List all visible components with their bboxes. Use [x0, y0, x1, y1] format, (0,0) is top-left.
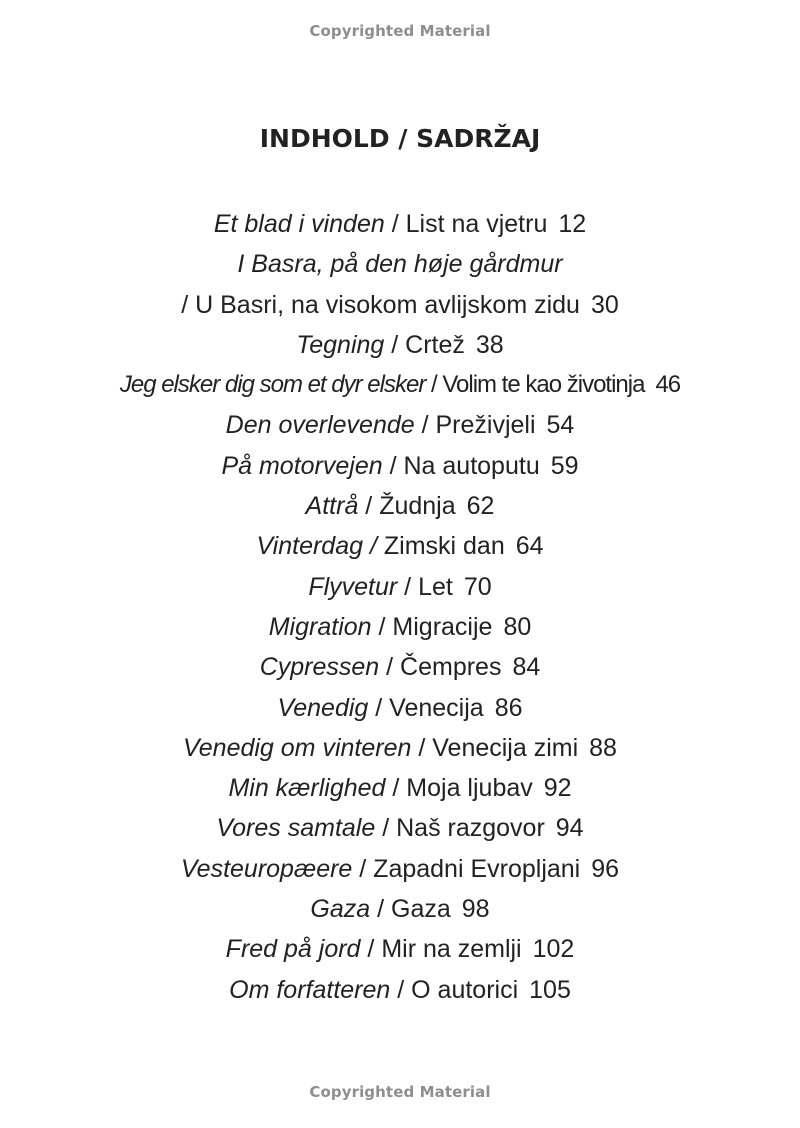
toc-entry-bosnian-title: Gaza [391, 895, 451, 924]
toc-entry-page: 46 [655, 371, 681, 399]
toc-entry-bosnian-title: Preživjeli [435, 411, 536, 440]
toc-entry-danish-title: Min kærlighed [228, 774, 386, 803]
toc-entry: Venedig om vinteren / Venecija zimi 88 [183, 733, 617, 762]
toc-entry: / U Basri, na visokom avlijskom zidu 30 [181, 290, 619, 319]
toc-entry-danish-title: I Basra, på den høje gårdmur [237, 250, 563, 279]
toc-entry: Min kærlighed / Moja ljubav 92 [228, 774, 572, 803]
toc-entry-bosnian-title: Mir na zemlji [381, 935, 522, 964]
toc-entry-danish-title: Cypressen [259, 653, 380, 682]
toc-entry-danish-title: Et blad i vinden [213, 210, 385, 238]
toc-entry-danish-title: Venedig om vinteren [183, 733, 412, 762]
toc-entry: Vinterdag / Zimski dan 64 [256, 532, 544, 561]
toc-entry-danish-title: Vesteuropæere [180, 854, 353, 883]
toc-entry-bosnian-title: Volim te kao životinja [442, 371, 645, 399]
toc-entry-bosnian-title: Zapadni Evropljani [373, 854, 581, 883]
copyright-watermark-top: Copyrighted Material [309, 22, 491, 40]
toc-entry: Gaza / Gaza 98 [310, 895, 490, 924]
toc-entry-bosnian-title: List na vjetru [405, 210, 548, 238]
toc-entry: Tegning / Crtež 38 [296, 330, 504, 359]
toc-entry-bosnian-title: Venecija [389, 693, 484, 722]
toc-entry-danish-title: Gaza [310, 895, 371, 924]
toc-entry-page: 80 [503, 612, 532, 641]
toc-entry-page: 102 [532, 935, 575, 964]
toc-entry-page: 84 [512, 653, 541, 682]
toc-entry: Migration / Migracije 80 [268, 612, 532, 641]
toc-entry-danish-title: Vinterdag [256, 532, 364, 561]
toc-list [0, 204, 800, 1010]
toc-entry: Om forfatteren / O autorici 105 [229, 975, 571, 1004]
toc-entry-page: 96 [591, 854, 620, 883]
toc-entry-danish-title: Vores samtale [216, 814, 376, 843]
toc-entry-bosnian-title: Čempres [400, 653, 502, 682]
toc-entry-page: 62 [466, 492, 495, 521]
toc-entry-bosnian-title: Žudnja [379, 492, 456, 521]
toc-entry-danish-title: Migration [268, 612, 372, 641]
toc-entry-danish-title: Fred på jord [225, 935, 361, 964]
toc-entry: Den overlevende / Preživjeli 54 [225, 411, 575, 440]
toc-entry-danish-title: Om forfatteren [229, 975, 391, 1004]
toc-entry-page: 70 [463, 572, 492, 601]
toc-entry-page: 98 [461, 895, 490, 924]
toc-entry-bosnian-title: Moja ljubav [406, 774, 533, 803]
toc-entry-bosnian-title: U Basri, na visokom avlijskom zidu [195, 290, 580, 319]
toc-entry-page: 12 [558, 210, 587, 238]
toc-entry-bosnian-title: Naš razgovor [396, 814, 545, 843]
toc-entry: Et blad i vinden / List na vjetru 12 [213, 210, 587, 238]
toc-entry-page: 59 [550, 451, 579, 480]
toc-entry-page: 88 [589, 733, 617, 762]
toc-entry-danish-title: Venedig [277, 693, 369, 722]
toc-entry: Cypressen / Čempres 84 [259, 653, 541, 682]
toc-entry-page: 94 [555, 814, 584, 843]
copyright-watermark-bottom: Copyrighted Material [309, 1083, 491, 1101]
toc-entry: På motorvejen / Na autoputu 59 [221, 451, 579, 480]
toc-entry-bosnian-title: O autorici [411, 975, 519, 1004]
toc-entry: Venedig / Venecija 86 [277, 693, 523, 722]
toc-entry-danish-title: Jeg elsker dig som et dyr elsker [119, 371, 426, 399]
toc-entry: Attrå / Žudnja 62 [305, 492, 495, 521]
toc-entry-bosnian-title: Crtež [405, 330, 465, 359]
toc-entry-danish-title: Den overlevende [225, 411, 415, 440]
toc-entry-danish-title: Attrå [305, 492, 359, 521]
toc-entry: Jeg elsker dig som et dyr elsker / Volim te kao životinja 46 [119, 371, 681, 399]
toc-entry-danish-title: Flyvetur [308, 572, 398, 601]
toc-entry-bosnian-title: Let [418, 572, 453, 601]
toc-entry-page: 30 [590, 290, 619, 319]
toc-entry-page: 64 [515, 532, 544, 561]
toc-entry-page: 38 [475, 330, 504, 359]
toc-entry-page: 54 [546, 411, 575, 440]
toc-entry-danish-title: Tegning [296, 330, 385, 359]
toc-entry: Flyvetur / Let 70 [308, 572, 492, 601]
toc-entry: Vesteuropæere / Zapadni Evropljani 96 [180, 854, 620, 883]
toc-entry-bosnian-title: Migracije [392, 612, 493, 641]
toc-entry-bosnian-title: Venecija zimi [432, 733, 579, 762]
toc-entry-page: 86 [494, 693, 523, 722]
toc-heading: INDHOLD / SADRŽAJ [259, 124, 541, 153]
toc-entry-page: 92 [543, 774, 572, 803]
toc-entry: Vores samtale / Naš razgovor 94 [216, 814, 584, 843]
toc-entry-page: 105 [529, 975, 571, 1004]
toc-entry [0, 244, 800, 284]
toc-entry-bosnian-title: Na autoputu [403, 451, 540, 480]
toc-entry: Fred på jord / Mir na zemlji 102 [225, 935, 575, 964]
toc-entry-danish-title: På motorvejen [221, 451, 383, 480]
toc-entry-bosnian-title: Zimski dan [383, 532, 505, 561]
